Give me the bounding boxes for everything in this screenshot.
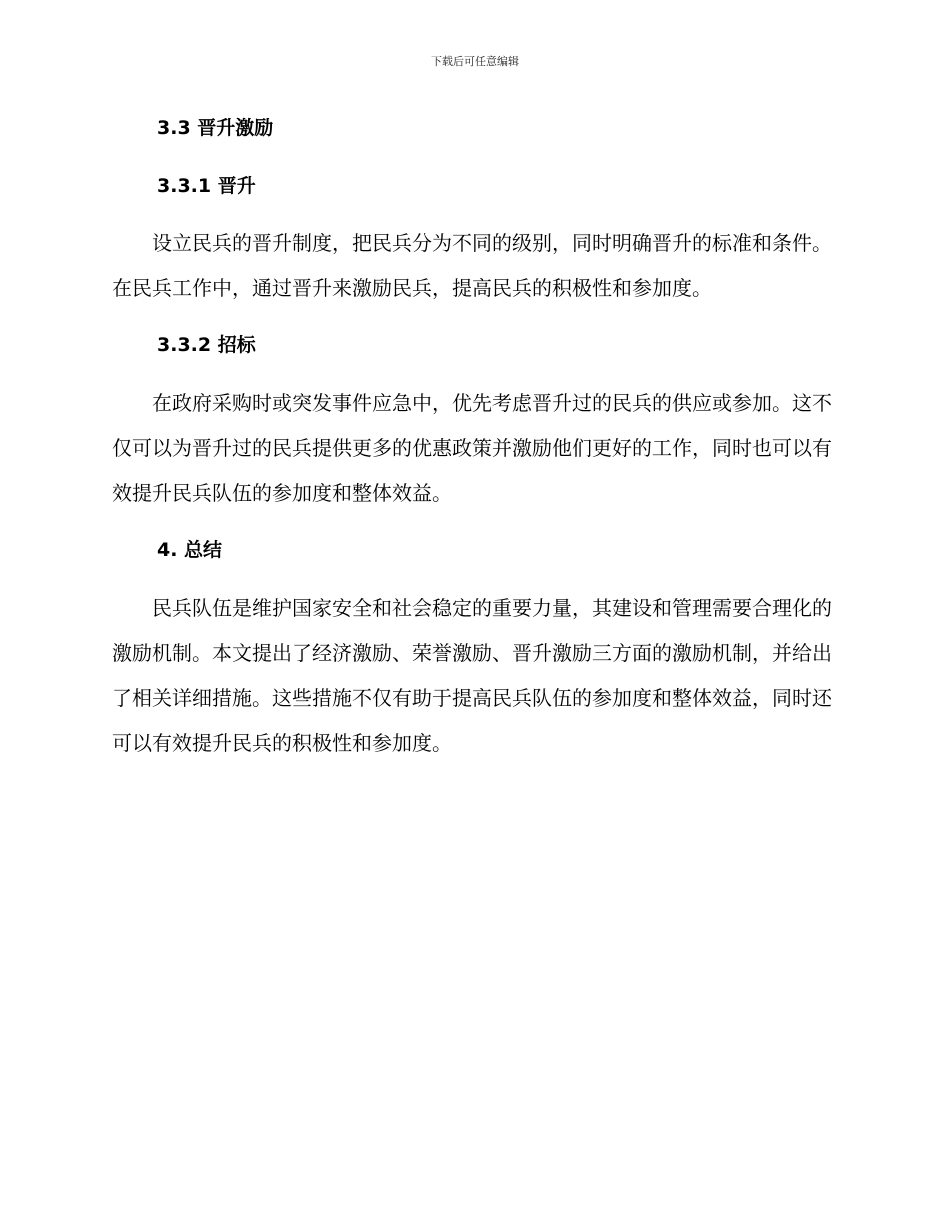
paragraph-promotion: 设立民兵的晋升制度，把民兵分为不同的级别，同时明确晋升的标准和条件。在民兵工作中，通过晋升来激励民兵，提高民兵的积极性和参加度。 bbox=[112, 231, 832, 300]
section-heading-3-3-2: 3.3.2 招标 bbox=[157, 334, 256, 356]
page-header-note: 下载后可任意编辑 bbox=[431, 55, 519, 68]
paragraph-summary: 民兵队伍是维护国家安全和社会稳定的重要力量，其建设和管理需要合理化的激励机制。本文提出了经济激励、荣誉激励、晋升激励三方面的激励机制，并给出了相关详细措施。这些措施不仅有助于提高民兵队伍的参加度和整体效益，同时还可以有效提升民兵的积极性和参加度。 bbox=[112, 596, 832, 755]
section-heading-3-3: 3.3 晋升激励 bbox=[157, 117, 274, 139]
section-heading-3-3-1: 3.3.1 晋升 bbox=[157, 175, 256, 197]
section-heading-4: 4. 总结 bbox=[157, 539, 223, 561]
paragraph-bidding: 在政府采购时或突发事件应急中，优先考虑晋升过的民兵的供应或参加。这不仅可以为晋升过的民兵提供更多的优惠政策并激励他们更好的工作，同时也可以有效提升民兵队伍的参加度和整体效益。 bbox=[112, 391, 832, 505]
